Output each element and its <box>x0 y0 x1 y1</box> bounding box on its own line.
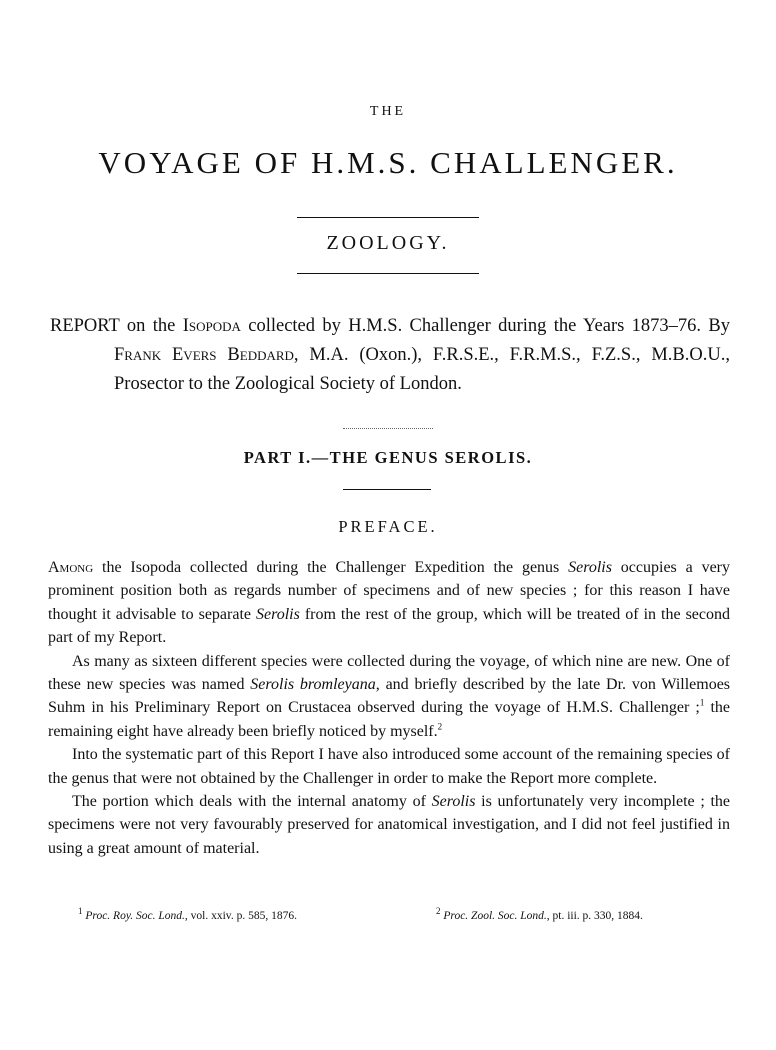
part-rule-top <box>343 428 433 429</box>
report-lead: REPORT on the <box>50 316 176 336</box>
p4-text-b: is unfortunately very incomplete ; the specimens were not very favourably preserved for anatomical investigation, and I did not feel justified in using a great amount of material. <box>48 793 731 857</box>
title-prefix: THE <box>369 104 407 119</box>
drop-word: Among <box>48 559 94 576</box>
footnote-ref: , vol. xxiv. p. 585, 1876. <box>184 910 297 922</box>
p2-text-b: and briefly described by the late Dr. von Willemoes Suhm in his Preliminary Report on Crustacea observed during the voyage of H.M.S. Challenger ; <box>48 676 731 717</box>
footnote-2 <box>436 906 643 922</box>
footnote-journal: Proc. Zool. Soc. Lond. <box>443 910 547 922</box>
footnote-number: 2 <box>436 906 441 917</box>
p2-text-c: the remaining eight have already been briefly noticed by myself. <box>48 699 730 740</box>
p1-text-c: from the rest of the group, which will be treated of in the second part of my Report. <box>48 605 730 647</box>
report-isopoda: Isopoda <box>182 316 241 336</box>
species-name: Serolis bromleyana, <box>250 676 380 694</box>
preface-heading: PREFACE. <box>338 517 438 536</box>
subject-heading: ZOOLOGY. <box>326 232 450 254</box>
paragraph-4 <box>48 790 730 860</box>
genus-name: Serolis <box>431 793 476 811</box>
report-statement <box>50 312 730 399</box>
report-mid: collected by H.M.S. Challenger during the Years 1873–76. By <box>240 316 731 336</box>
footnote-journal: Proc. Roy. Soc. Lond. <box>85 910 185 922</box>
footnote-ref: , pt. iii. p. 330, 1884. <box>546 910 643 922</box>
genus-name: Serolis <box>568 559 612 576</box>
volume-title: VOYAGE OF H.M.S. CHALLENGER. <box>98 145 678 180</box>
paragraph-3: Into the systematic part of this Report I have also introduced some account of the remaining species of the genus that were not obtained by the Challenger in order to make the Report more complete. <box>48 746 730 787</box>
p1-text-a: the Isopoda collected during the Challenger Expedition the genus <box>93 559 569 576</box>
part-rule-bottom <box>343 489 431 490</box>
p2-text-a: As many as sixteen different species were collected during the voyage, of which nine are new. One of these new species was named <box>48 652 730 694</box>
genus-name: Serolis <box>256 605 300 623</box>
footnote-number: 1 <box>78 906 83 917</box>
footnote-1 <box>78 906 297 922</box>
title-rule-top <box>297 217 479 218</box>
preface-body <box>48 556 730 860</box>
report-author: Frank Evers Beddard <box>114 345 294 365</box>
title-rule-bottom <box>297 273 479 274</box>
report-tail: , M.A. (Oxon.), F.R.S.E., F.R.M.S., F.Z.S., M.B.O.U., Prosector to the Zoological Society of London. <box>114 345 730 394</box>
p1-text-b: occupies a very prominent position both as regards number of specimens and of new species ; for this reason I have thought it advisable to separate <box>48 559 730 623</box>
p4-text-a: The portion which deals with the internal anatomy of <box>72 793 432 811</box>
paragraph-2 <box>48 650 730 744</box>
footnote-ref-1[interactable]: 1 <box>699 698 705 709</box>
footnote-ref-2[interactable]: 2 <box>437 721 443 732</box>
part-title: PART I.—THE GENUS SEROLIS. <box>243 448 533 467</box>
paragraph-1 <box>48 556 730 650</box>
